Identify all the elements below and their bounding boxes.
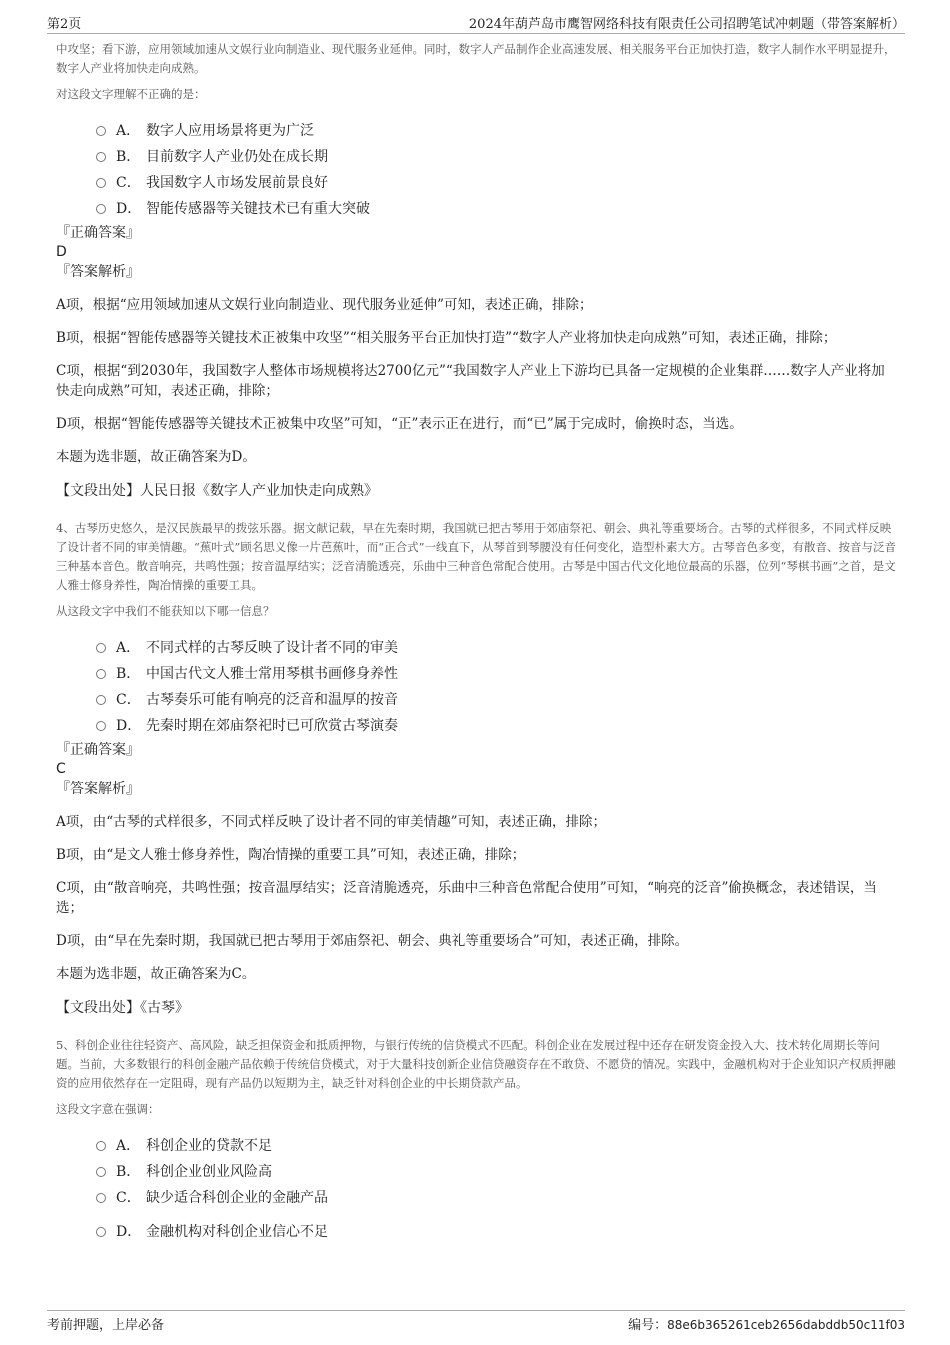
radio-icon[interactable] bbox=[96, 1167, 106, 1177]
radio-icon[interactable] bbox=[96, 126, 106, 136]
analysis-item: C项，由“散音响亮，共鸣性强；按音温厚结实；泛音清脆透亮，乐曲中三种音色常配合使用”可知，“响亮的泛音”偷换概念，表述错误，当选； bbox=[56, 880, 877, 916]
option-d[interactable]: D． 智能传感器等关键技术已有重大突破 bbox=[96, 196, 896, 222]
document-title: 2024年葫芦岛市鹰智网络科技有限责任公司招聘笔试冲刺题（带答案解析） bbox=[468, 17, 905, 32]
page-header bbox=[47, 11, 905, 34]
option-b[interactable]: B． 中国古代文人雅士常用琴棋书画修身养性 bbox=[96, 661, 896, 687]
radio-icon[interactable] bbox=[96, 152, 106, 162]
analysis-item: D项，由“早在先秦时期，我国就已把古琴用于郊庙祭祀、朝会、典礼等重要场合”可知，表述正确，排除。 bbox=[56, 933, 689, 949]
page-number: 第2页 bbox=[47, 17, 82, 32]
footer-motto: 考前押题，上岸必备 bbox=[47, 1318, 165, 1333]
analysis-conclusion: 本题为选非题，故正确答案为D。 bbox=[56, 449, 256, 465]
analysis-label: 『答案解析』 bbox=[56, 264, 140, 280]
answer-label: 『正确答案』 bbox=[56, 742, 140, 758]
analysis-label: 『答案解析』 bbox=[56, 781, 140, 797]
radio-icon[interactable] bbox=[96, 1227, 106, 1237]
page-footer bbox=[47, 1310, 905, 1331]
question-4 bbox=[56, 519, 896, 1018]
radio-icon[interactable] bbox=[96, 721, 106, 731]
code-label: 编号： bbox=[628, 1318, 668, 1333]
code-value: 88e6b365261ceb2656dabddb50c11f03 bbox=[667, 1318, 905, 1332]
document-code bbox=[628, 1314, 905, 1333]
analysis-item: D项，根据“智能传感器等关键技术正被集中攻坚”可知，“正”表示正在进行，而“已”属于完成时，偷换时态，当选。 bbox=[56, 416, 743, 432]
radio-icon[interactable] bbox=[96, 669, 106, 679]
option-b[interactable]: B． 科创企业创业风险高 bbox=[96, 1159, 896, 1185]
analysis-item: C项，根据“到2030年，我国数字人整体市场规模将达2700亿元”“我国数字人产业上下游均已具备一定规模的企业集群……数字人产业将加快走向成熟”可知，表述正确，排除； bbox=[56, 363, 885, 399]
option-a[interactable]: A． 数字人应用场景将更为广泛 bbox=[96, 118, 896, 144]
question-prompt: 对这段文字理解不正确的是： bbox=[56, 87, 206, 101]
option-c[interactable]: C． 我国数字人市场发展前景良好 bbox=[96, 170, 896, 196]
answer-value: C bbox=[56, 761, 66, 777]
answer-label: 『正确答案』 bbox=[56, 225, 140, 241]
analysis-item: A项，由“古琴的式样很多，不同式样反映了设计者不同的审美情趣”可知，表述正确，排除； bbox=[56, 814, 607, 830]
question-passage: 5、科创企业往往轻资产、高风险，缺乏担保资金和抵质押物，与银行传统的信贷模式不匹配。科创企业在发展过程中还存在研发资金投入大、技术转化周期长等问题。当前，大多数银行的科创金融产品依赖于传统信贷模式，对于大量科技创新企业信贷融资存在不敢贷、不愿贷的情况。实践中，金融机构对于企业知识产权质押融资的应用依然存在一定阻碍，现有产品仍以短期为主，缺乏针对科创企业的中长期贷款产品。 bbox=[56, 1038, 896, 1090]
radio-icon[interactable] bbox=[96, 1141, 106, 1151]
page-content bbox=[56, 40, 896, 1245]
source-citation: 【文段出处】《古琴》 bbox=[56, 1000, 189, 1016]
option-b[interactable]: B． 目前数字人产业仍处在成长期 bbox=[96, 144, 896, 170]
radio-icon[interactable] bbox=[96, 1193, 106, 1203]
analysis-conclusion: 本题为选非题，故正确答案为C。 bbox=[56, 966, 256, 982]
option-a[interactable]: A． 不同式样的古琴反映了设计者不同的审美 bbox=[96, 635, 896, 661]
option-c[interactable]: C． 古琴奏乐可能有响亮的泛音和温厚的按音 bbox=[96, 687, 896, 713]
question-passage: 中攻坚；看下游，应用领域加速从文娱行业向制造业、现代服务业延伸。同时，数字人产品制作企业高速发展、相关服务平台正加快打造，数字人制作水平明显提升，数字人产业将加快走向成熟。 bbox=[56, 42, 896, 75]
question-5 bbox=[56, 1036, 896, 1245]
option-d[interactable]: D． 先秦时期在郊庙祭祀时已可欣赏古琴演奏 bbox=[96, 713, 896, 739]
option-a[interactable]: A． 科创企业的贷款不足 bbox=[96, 1133, 896, 1159]
analysis-item: B项，根据“智能传感器等关键技术正被集中攻坚”“相关服务平台正加快打造”“数字人产业将加快走向成熟”可知，表述正确，排除； bbox=[56, 330, 837, 346]
radio-icon[interactable] bbox=[96, 643, 106, 653]
analysis-item: A项，根据“应用领域加速从文娱行业向制造业、现代服务业延伸”可知，表述正确，排除； bbox=[56, 297, 593, 313]
question-prompt: 从这段文字中我们不能获知以下哪一信息？ bbox=[56, 604, 275, 618]
option-c[interactable]: C． 缺少适合科创企业的金融产品 bbox=[96, 1185, 896, 1211]
option-list bbox=[56, 1133, 896, 1245]
source-citation: 【文段出处】人民日报《数字人产业加快走向成熟》 bbox=[56, 483, 378, 499]
question-passage: 4、古琴历史悠久，是汉民族最早的拨弦乐器。据文献记载，早在先秦时期，我国就已把古琴用于郊庙祭祀、朝会、典礼等重要场合。古琴的式样很多，不同式样反映了设计者不同的审美情趣。“蕉叶式”顾名思义像一片芭蕉叶，而“正合式”一线直下，从琴首到琴腰没有任何变化，造型朴素大方。古琴音色多变，有散音、按音与泛音三种基本音色。散音响亮，共鸣性强；按音温厚结实；泛音清脆透亮，乐曲中三种音色常配合使用。古琴是中国古代文化地位最高的乐器，位列“琴棋书画”之首，是文人雅士修身养性，陶冶情操的重要工具。 bbox=[56, 521, 897, 592]
question-prompt: 这段文字意在强调： bbox=[56, 1102, 160, 1116]
question-3 bbox=[56, 40, 896, 501]
radio-icon[interactable] bbox=[96, 204, 106, 214]
radio-icon[interactable] bbox=[96, 178, 106, 188]
answer-value: D bbox=[56, 244, 67, 260]
option-d[interactable]: D． 金融机构对科创企业信心不足 bbox=[96, 1219, 896, 1245]
analysis-item: B项，由“是文人雅士修身养性，陶冶情操的重要工具”可知，表述正确，排除； bbox=[56, 847, 526, 863]
option-list bbox=[56, 635, 896, 739]
radio-icon[interactable] bbox=[96, 695, 106, 705]
option-list bbox=[56, 118, 896, 222]
